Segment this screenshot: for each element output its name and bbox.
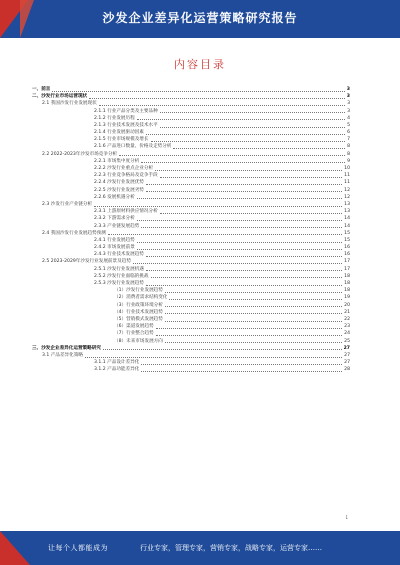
toc-entry-label: 2.1.3 行业技术发展及技术水平 <box>94 122 158 128</box>
toc-entry[interactable] <box>30 136 350 143</box>
toc-entry-label: 2.1.2 行业发展历程 <box>94 115 135 121</box>
toc-dot-leader <box>160 127 345 128</box>
toc-dot-leader <box>165 321 342 322</box>
toc-entry[interactable] <box>30 93 350 100</box>
toc-entry[interactable] <box>30 323 350 330</box>
toc-entry[interactable] <box>30 316 350 323</box>
page-number: 1 <box>345 515 348 520</box>
toc-dot-leader <box>103 349 342 350</box>
toc-entry-label: （8）未来市场发展方向 <box>114 338 163 344</box>
toc-dot-leader <box>108 234 342 235</box>
toc-entry-page: 24 <box>344 331 350 337</box>
toc-entry-label: 2.1.5 行业市场规模及增长 <box>94 137 149 143</box>
toc-entry-page: 28 <box>344 367 350 373</box>
toc-entry-page: 15 <box>344 237 350 243</box>
toc-entry-page: 11 <box>344 180 350 186</box>
toc-entry-label: 三、沙发企业差异化运营策略研究 <box>32 345 101 351</box>
toc-entry-label: 2.2.3 行业竞争格局及竞争手段 <box>94 173 158 179</box>
toc-entry[interactable] <box>30 280 350 287</box>
toc-entry-page: 18 <box>344 281 350 287</box>
toc-entry-label: （6）渠道发展趋势 <box>114 324 154 330</box>
toc-dot-leader <box>165 306 342 307</box>
toc-entry-page: 18 <box>344 288 350 294</box>
toc-entry[interactable] <box>30 158 350 165</box>
toc-entry-label: 2.4.2 市场发展前景 <box>94 245 135 251</box>
toc-entry[interactable] <box>30 187 350 194</box>
toc-entry[interactable] <box>30 122 350 129</box>
toc-dot-leader <box>151 141 346 142</box>
toc-entry-label: （5）营销模式发展趋势 <box>114 316 163 322</box>
report-title: 沙发企业差异化运营策略研究报告 <box>102 11 298 25</box>
toc-dot-leader <box>169 299 342 300</box>
toc-entry-label: 2.1.6 产品进口数量、价格及走势分析 <box>94 144 172 150</box>
toc-entry-label: 二、沙发行业市场运营现状 <box>32 94 88 100</box>
toc-entry-page: 20 <box>344 302 350 308</box>
toc-entry[interactable] <box>30 302 350 309</box>
toc-entry[interactable] <box>30 115 350 122</box>
toc-entry-label: 2.1.1 行业产品分类及主要品种 <box>94 108 158 114</box>
toc-entry[interactable] <box>30 338 350 345</box>
toc-dot-leader <box>156 328 342 329</box>
toc-entry-label: （4）行业技术发展趋势 <box>114 309 163 315</box>
toc-entry[interactable] <box>30 100 350 107</box>
toc-entry[interactable] <box>30 237 350 244</box>
toc-dot-leader <box>160 112 345 113</box>
toc-entry[interactable] <box>30 215 350 222</box>
toc-entry-page: 3 <box>346 94 350 100</box>
toc-dot-leader <box>141 371 342 372</box>
toc-entry[interactable] <box>30 287 350 294</box>
toc-entry-page: 14 <box>344 216 350 222</box>
toc-entry-label: 2.5.2 沙发行业面临的挑战 <box>94 273 149 279</box>
table-of-contents <box>30 86 350 374</box>
toc-entry-label: 2.1.4 行业发展驱动因素 <box>94 130 144 136</box>
toc-entry-label: 2.5.3 沙发行业发展趋势 <box>94 281 144 287</box>
toc-entry-label: 2.2.4 沙发行业发展优势 <box>94 180 144 186</box>
toc-entry-page: 27 <box>343 345 350 351</box>
toc-entry-page: 14 <box>344 223 350 229</box>
toc-entry[interactable] <box>30 259 350 266</box>
toc-dot-leader <box>155 170 342 171</box>
toc-entry[interactable] <box>30 273 350 280</box>
toc-entry-page: 3 <box>347 101 350 107</box>
toc-entry-page: 13 <box>344 209 350 215</box>
toc-entry-label: 3.1 产品差异化策略 <box>42 352 83 358</box>
footer-red-accent <box>0 531 30 565</box>
toc-dot-leader <box>165 313 342 314</box>
toc-dot-leader <box>165 292 342 293</box>
toc-entry[interactable] <box>30 359 350 366</box>
toc-entry-page: 19 <box>344 295 350 301</box>
toc-entry-page: 22 <box>344 316 350 322</box>
toc-entry-page: 8 <box>347 151 350 157</box>
toc-dot-leader <box>89 98 345 99</box>
toc-dot-leader <box>146 184 342 185</box>
footer-experts: 行业专家，管理专家，营销专家，战略专家，运营专家…… <box>140 544 322 552</box>
toc-entry-label: 2.2.6 发展机遇分析 <box>94 194 135 200</box>
toc-dot-leader <box>146 134 345 135</box>
toc-entry-page: 7 <box>347 137 350 143</box>
toc-entry-page: 16 <box>344 245 350 251</box>
toc-entry-label: 3.1.2 产品功能差异化 <box>94 367 140 373</box>
toc-dot-leader <box>173 148 345 149</box>
toc-entry-label: 2.2 2022-2023年沙发市场竞争分析 <box>42 151 118 157</box>
toc-entry-page: 18 <box>344 273 350 279</box>
toc-entry-label: （1）沙发行业发展趋势 <box>114 288 163 294</box>
toc-entry-page: 17 <box>344 259 350 265</box>
toc-entry-page: 25 <box>344 338 350 344</box>
toc-entry-label: 2.2.1 市场集中度分析 <box>94 158 140 164</box>
toc-entry-page: 23 <box>344 324 350 330</box>
toc-dot-leader <box>137 220 342 221</box>
toc-entry-page: 3 <box>346 86 350 92</box>
toc-dot-leader <box>141 364 342 365</box>
toc-entry-label: 2.2.5 沙发行业发展劣势 <box>94 187 144 193</box>
toc-dot-leader <box>160 213 342 214</box>
toc-entry[interactable] <box>30 108 350 115</box>
toc-entry[interactable] <box>30 230 350 237</box>
toc-entry[interactable] <box>30 144 350 151</box>
toc-entry[interactable] <box>30 352 350 359</box>
toc-dot-leader <box>156 335 342 336</box>
toc-entry-page: 12 <box>344 187 350 193</box>
toc-dot-leader <box>137 242 342 243</box>
toc-entry-label: （3）行业政策环境分析 <box>114 302 163 308</box>
toc-entry[interactable] <box>30 345 350 352</box>
toc-entry-label: 2.5.1 沙发行业发展机遇 <box>94 266 144 272</box>
toc-entry-page: 5 <box>347 122 350 128</box>
toc-dot-leader <box>146 191 342 192</box>
toc-entry-page: 10 <box>344 166 350 172</box>
toc-entry-label: （7）行业整合趋势 <box>114 331 154 337</box>
toc-entry[interactable] <box>30 151 350 158</box>
toc-dot-leader <box>146 285 342 286</box>
toc-entry-page: 6 <box>347 130 350 136</box>
toc-entry[interactable] <box>30 86 350 93</box>
toc-entry[interactable] <box>30 294 350 301</box>
toc-entry[interactable] <box>30 208 350 215</box>
toc-entry-page: 8 <box>347 144 350 150</box>
toc-entry-label: 2.3.2 下游需求分析 <box>94 216 135 222</box>
toc-entry-page: 27 <box>344 360 350 366</box>
toc-dot-leader <box>165 342 342 343</box>
toc-entry-page: 12 <box>344 194 350 200</box>
toc-dot-leader <box>94 206 342 207</box>
toc-entry[interactable] <box>30 194 350 201</box>
toc-dot-leader <box>99 105 345 106</box>
toc-entry-label: 2.3.1 上游原材料供应情况分析 <box>94 209 158 215</box>
toc-entry-label: 2.4.1 行业发展趋势 <box>94 237 135 243</box>
toc-dot-leader <box>52 91 344 92</box>
toc-entry[interactable] <box>30 179 350 186</box>
toc-heading: 内容目录 <box>174 58 226 71</box>
toc-dot-leader <box>137 198 342 199</box>
toc-dot-leader <box>85 357 342 358</box>
toc-entry-page: 3 <box>347 108 350 114</box>
toc-entry-page: 16 <box>344 252 350 258</box>
toc-entry-page: 21 <box>344 309 350 315</box>
toc-entry-label: 一、前言 <box>32 86 51 92</box>
toc-entry[interactable] <box>30 223 350 230</box>
toc-entry-label: 2.2.2 沙发行业重点企业分析 <box>94 166 154 172</box>
toc-entry[interactable] <box>30 165 350 172</box>
toc-entry[interactable] <box>30 266 350 273</box>
toc-entry-page: 15 <box>344 230 350 236</box>
toc-entry[interactable] <box>30 366 350 373</box>
toc-entry[interactable] <box>30 201 350 208</box>
toc-dot-leader <box>141 227 342 228</box>
toc-entry[interactable] <box>30 172 350 179</box>
toc-entry-page: 9 <box>347 158 350 164</box>
toc-entry-label: 2.1 我国沙发行业发展现状 <box>42 101 97 107</box>
toc-entry-label: 2.3 沙发行业产业链分析 <box>42 201 93 207</box>
toc-dot-leader <box>137 119 345 120</box>
toc-entry-label: 2.4.3 行业技术发展趋势 <box>94 252 144 258</box>
toc-dot-leader <box>151 277 343 278</box>
toc-entry-label: 2.3.3 产业链发展趋势 <box>94 223 140 229</box>
toc-entry-page: 4 <box>347 115 350 121</box>
toc-entry-label: （2）消费者需求结构变化 <box>114 295 168 301</box>
toc-dot-leader <box>133 263 342 264</box>
footer-band <box>0 531 400 565</box>
toc-dot-leader <box>141 162 345 163</box>
toc-entry[interactable] <box>30 330 350 337</box>
toc-entry-label: 3.1.1 产品设计差异化 <box>94 360 140 366</box>
toc-entry[interactable] <box>30 251 350 258</box>
toc-dot-leader <box>137 249 342 250</box>
toc-dot-leader <box>146 256 342 257</box>
toc-entry-page: 17 <box>344 266 350 272</box>
toc-dot-leader <box>119 155 345 156</box>
footer-slogan: 让每个人都能成为 <box>48 544 108 552</box>
header-band <box>0 0 400 38</box>
toc-entry-page: 27 <box>344 352 350 358</box>
toc-entry[interactable] <box>30 129 350 136</box>
toc-dot-leader <box>160 177 342 178</box>
toc-entry-page: 11 <box>344 173 350 179</box>
toc-entry-label: 2.4 我国沙发行业发展趋势预测 <box>42 230 106 236</box>
toc-entry-page: 13 <box>344 201 350 207</box>
toc-entry[interactable] <box>30 244 350 251</box>
toc-dot-leader <box>146 270 342 271</box>
toc-entry[interactable] <box>30 309 350 316</box>
toc-entry-label: 2.5 2023-2029年沙发行业发展前景及趋势 <box>42 259 131 265</box>
